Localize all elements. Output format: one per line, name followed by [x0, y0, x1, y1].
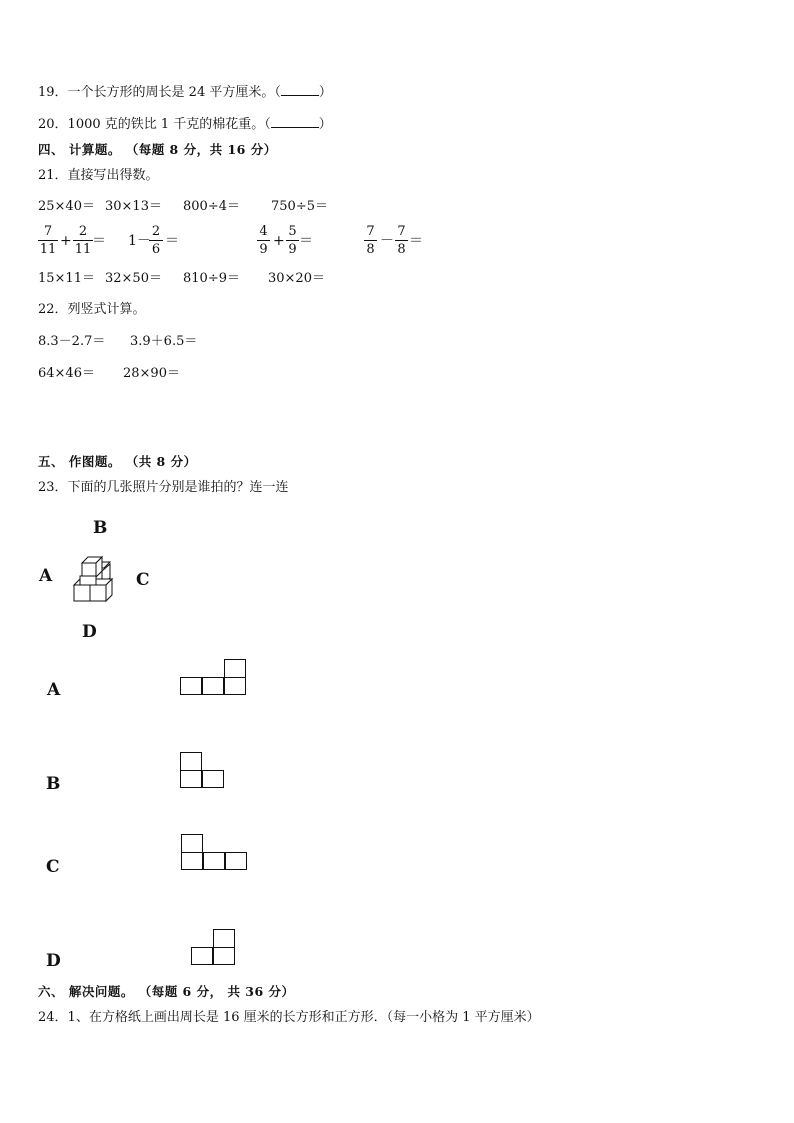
viewpoint-label-b: B — [93, 518, 108, 538]
vertical-calc-4: 28×90＝ — [123, 366, 180, 381]
equals-1: ＝ — [92, 233, 106, 249]
view-shape-d[interactable] — [191, 929, 239, 967]
fraction-2-11: 2 11 — [74, 224, 92, 257]
view-label-b: B — [46, 774, 61, 794]
calc-21-9: 15×11＝ — [38, 271, 95, 286]
answer-blank-20[interactable] — [271, 116, 319, 128]
question-19-text: 19．一个长方形的周长是 24 平方厘米。（ — [38, 85, 281, 100]
view-label-a: A — [47, 680, 61, 700]
calc-21-12: 30×20＝ — [268, 271, 325, 286]
plus-sign-1: + — [60, 233, 72, 249]
question-22-title: 22．列竖式计算。 — [38, 302, 146, 317]
question-20-close: ） — [318, 117, 332, 132]
calc-21-1: 25×40＝ — [38, 199, 95, 214]
viewpoint-label-d: D — [82, 622, 97, 642]
question-19-close: ） — [318, 85, 332, 100]
viewpoint-label-a: A — [39, 566, 53, 586]
calc-21-10: 32×50＝ — [105, 271, 162, 286]
minus-sign: － — [380, 233, 394, 249]
cube-stack-figure — [68, 550, 122, 606]
calc-21-11: 810÷9＝ — [183, 271, 240, 286]
viewpoint-label-c: C — [136, 570, 150, 590]
fraction-7-8-b: 7 8 — [395, 224, 408, 257]
fraction-7-11-a: 7 11 — [39, 224, 57, 257]
view-label-c: C — [46, 857, 60, 877]
one-minus: 1－ — [128, 233, 151, 249]
answer-blank-19[interactable] — [281, 84, 319, 96]
plus-sign-2: + — [273, 233, 285, 249]
view-shape-a[interactable] — [180, 659, 250, 697]
equals-3: ＝ — [299, 233, 313, 249]
calc-21-2: 30×13＝ — [105, 199, 162, 214]
question-19 — [38, 84, 332, 101]
fraction-7-8-a: 7 8 — [364, 224, 377, 257]
equals-2: ＝ — [165, 233, 179, 249]
view-shape-c[interactable] — [181, 834, 251, 872]
section-5-title: 五、 作图题。 （共 8 分） — [38, 454, 197, 469]
fraction-2-6: 2 6 — [149, 224, 163, 257]
question-21-title: 21．直接写出得数。 — [38, 168, 159, 183]
view-label-d: D — [46, 951, 61, 971]
question-20-text: 20．1000 克的铁比 1 千克的棉花重。（ — [38, 117, 271, 132]
vertical-calc-1: 8.3－2.7＝ — [38, 334, 106, 349]
question-20 — [38, 116, 332, 133]
vertical-calc-3: 64×46＝ — [38, 366, 95, 381]
vertical-calc-2: 3.9＋6.5＝ — [130, 334, 198, 349]
section-6-title: 六、 解决问题。 （每题 6 分， 共 36 分） — [38, 984, 295, 999]
view-shape-b[interactable] — [180, 752, 228, 790]
question-24-text: 24．1、在方格纸上画出周长是 16 厘米的长方形和正方形．（每一小格为 1 平方厘米） — [38, 1010, 540, 1025]
fraction-5-9: 5 9 — [286, 224, 299, 257]
calc-21-4: 750÷5＝ — [271, 199, 328, 214]
calc-21-3: 800÷4＝ — [183, 199, 240, 214]
equals-4: ＝ — [409, 233, 423, 249]
section-4-title: 四、 计算题。 （每题 8 分，共 16 分） — [38, 142, 277, 157]
fraction-4-9: 4 9 — [257, 224, 270, 257]
question-23-title: 23．下面的几张照片分别是谁拍的？连一连 — [38, 480, 289, 495]
